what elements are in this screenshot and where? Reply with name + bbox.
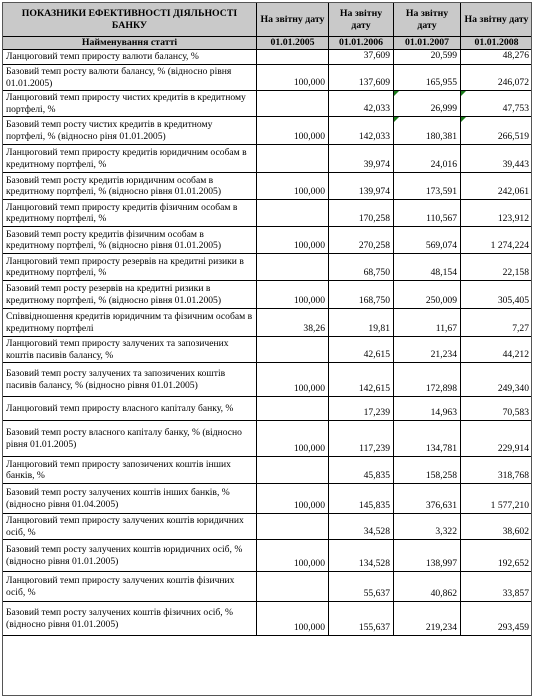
value-cell-4: 1 577,210 [461, 484, 533, 514]
value-cell-4: 266,519 [461, 117, 533, 145]
value-cell-4: 22,158 [461, 254, 533, 281]
table-row [3, 50, 533, 65]
value-cell-3: 48,154 [394, 254, 461, 281]
table-row [3, 421, 533, 457]
value-cell-1: 100,000 [257, 281, 329, 309]
value-cell-1 [257, 572, 329, 602]
value-cell-2: 145,835 [329, 484, 394, 514]
row-label: Базовий темп росту власного капіталу банку, % (відносно рівня 01.01.2005) [3, 421, 257, 457]
value-cell-4: 70,583 [461, 397, 533, 421]
table-title: ПОКАЗНИКИ ЕФЕКТИВНОСТІ ДІЯЛЬНОСТІ БАНКУ [3, 3, 257, 37]
value-cell-2: 34,528 [329, 514, 394, 540]
value-cell-2: 68,750 [329, 254, 394, 281]
value-cell-1 [257, 254, 329, 281]
row-label: Базовий темп росту залучених коштів юридичних осіб, % (відносно рівня 01.01.2005) [3, 540, 257, 572]
value-cell-3: 24,016 [394, 145, 461, 173]
value-cell-2: 17,239 [329, 397, 394, 421]
value-cell-2: 42,615 [329, 337, 394, 363]
value-cell-1: 100,000 [257, 363, 329, 397]
table-row [3, 540, 533, 572]
value-cell-3: 569,074 [394, 227, 461, 254]
value-cell-2: 137,609 [329, 65, 394, 91]
value-cell-1: 100,000 [257, 540, 329, 572]
row-label: Базовий темп росту кредитів юридичним особам в кредитному портфелі, % (відносно рівня 01.01.2005) [3, 173, 257, 200]
value-cell-3: 376,631 [394, 484, 461, 514]
row-label: Ланцюговий темп приросту резервів на кредитні ризики в кредитному портфелі, % [3, 254, 257, 281]
row-label: Ланцюговий темп приросту чистих кредитів в кредитному портфелі, % [3, 91, 257, 117]
name-column-header: Найменування статті [3, 37, 257, 50]
table-row [3, 572, 533, 602]
value-cell-1: 100,000 [257, 65, 329, 91]
value-cell-3: 26,999 [394, 91, 461, 117]
row-label: Ланцюговий темп приросту власного капіталу банку, % [3, 397, 257, 421]
value-cell-1: 100,000 [257, 484, 329, 514]
value-cell-2: 155,637 [329, 602, 394, 636]
value-cell-4: 249,340 [461, 363, 533, 397]
value-cell-4: 47,753 [461, 91, 533, 117]
value-cell-2: 139,974 [329, 173, 394, 200]
value-cell-4: 192,652 [461, 540, 533, 572]
row-label: Базовий темп росту залучених та запозичених коштів пасивів балансу, % (відносно рівня 01.01.2005) [3, 363, 257, 397]
value-cell-4: 293,459 [461, 602, 533, 636]
value-cell-2: 117,239 [329, 421, 394, 457]
value-cell-4: 318,768 [461, 457, 533, 484]
table-row [3, 484, 533, 514]
value-cell-3: 40,862 [394, 572, 461, 602]
date-header-3: 01.01.2007 [394, 37, 461, 50]
col-header-3: На звітну дату [394, 3, 461, 37]
value-cell-4: 33,857 [461, 572, 533, 602]
value-cell-1: 100,000 [257, 117, 329, 145]
value-cell-1 [257, 50, 329, 65]
value-cell-3: 180,381 [394, 117, 461, 145]
table-row [3, 91, 533, 117]
value-cell-3: 158,258 [394, 457, 461, 484]
date-header-1: 01.01.2005 [257, 37, 329, 50]
row-label: Базовий темп росту валюти балансу, % (відносно рівня 01.01.2005) [3, 65, 257, 91]
table-row [3, 145, 533, 173]
row-label: Ланцюговий темп приросту кредитів юридичним особам в кредитному портфелі, % [3, 145, 257, 173]
row-label: Ланцюговий темп приросту залучених та запозичених коштів пасивів балансу, % [3, 337, 257, 363]
value-cell-4: 242,061 [461, 173, 533, 200]
value-cell-1 [257, 397, 329, 421]
table-row [3, 602, 533, 636]
value-cell-3: 165,955 [394, 65, 461, 91]
value-cell-3: 21,234 [394, 337, 461, 363]
value-cell-1: 38,26 [257, 309, 329, 337]
row-label: Ланцюговий темп приросту залучених коштів юридичних осіб, % [3, 514, 257, 540]
value-cell-1 [257, 145, 329, 173]
value-cell-3: 138,997 [394, 540, 461, 572]
value-cell-3: 219,234 [394, 602, 461, 636]
value-cell-2: 168,750 [329, 281, 394, 309]
header-row [3, 3, 533, 37]
value-cell-4: 246,072 [461, 65, 533, 91]
value-cell-3: 11,67 [394, 309, 461, 337]
value-cell-3: 250,009 [394, 281, 461, 309]
row-label: Ланцюговий темп приросту валюти балансу, % [3, 50, 257, 65]
subheader-row [3, 37, 533, 50]
table-row [3, 309, 533, 337]
table-row [3, 227, 533, 254]
efficiency-table [2, 2, 532, 636]
row-label: Ланцюговий темп приросту кредитів фізичним особам в кредитному портфелі, % [3, 200, 257, 227]
col-header-4: На звітну дату [461, 3, 533, 37]
row-label: Ланцюговий темп приросту залучених коштів фізичних осіб, % [3, 572, 257, 602]
value-cell-3: 173,591 [394, 173, 461, 200]
value-cell-2: 170,258 [329, 200, 394, 227]
value-cell-1: 100,000 [257, 173, 329, 200]
value-cell-4: 44,212 [461, 337, 533, 363]
value-cell-4: 7,27 [461, 309, 533, 337]
row-label: Базовий темп росту залучених коштів інших банків, % (відносно рівня 01.04.2005) [3, 484, 257, 514]
value-cell-2: 37,609 [329, 50, 394, 65]
date-header-4: 01.01.2008 [461, 37, 533, 50]
value-cell-3: 110,567 [394, 200, 461, 227]
table-row [3, 397, 533, 421]
col-header-2: На звітну дату [329, 3, 394, 37]
table-row [3, 281, 533, 309]
value-cell-2: 39,974 [329, 145, 394, 173]
value-cell-4: 123,912 [461, 200, 533, 227]
value-cell-4: 1 274,224 [461, 227, 533, 254]
table-row [3, 457, 533, 484]
value-cell-2: 55,637 [329, 572, 394, 602]
value-cell-1 [257, 200, 329, 227]
table-row [3, 173, 533, 200]
value-cell-2: 45,835 [329, 457, 394, 484]
date-header-2: 01.01.2006 [329, 37, 394, 50]
value-cell-3: 20,599 [394, 50, 461, 65]
value-cell-1: 100,000 [257, 421, 329, 457]
value-cell-2: 142,615 [329, 363, 394, 397]
value-cell-4: 305,405 [461, 281, 533, 309]
table-row [3, 514, 533, 540]
value-cell-1 [257, 337, 329, 363]
row-label: Базовий темп росту резервів на кредитні ризики в кредитному портфелі, % (відносно рівня 01.01.2005) [3, 281, 257, 309]
table-row [3, 363, 533, 397]
row-label: Базовий темп росту кредитів фізичним особам в кредитному портфелі, % (відносно рівня 01.01.2005) [3, 227, 257, 254]
value-cell-3: 3,322 [394, 514, 461, 540]
value-cell-2: 270,258 [329, 227, 394, 254]
value-cell-4: 229,914 [461, 421, 533, 457]
value-cell-1 [257, 514, 329, 540]
value-cell-3: 134,781 [394, 421, 461, 457]
value-cell-2: 134,528 [329, 540, 394, 572]
table-row [3, 65, 533, 91]
row-label: Базовий темп росту чистих кредитів в кредитному портфелі, % (відносно ріня 01.01.2005) [3, 117, 257, 145]
value-cell-4: 38,602 [461, 514, 533, 540]
value-cell-4: 48,276 [461, 50, 533, 65]
value-cell-3: 14,963 [394, 397, 461, 421]
report-sheet [2, 2, 532, 696]
table-row [3, 337, 533, 363]
row-label: Базовий темп росту залучених коштів фізичних осіб, % (відносно рівня 01.01.2005) [3, 602, 257, 636]
value-cell-4: 39,443 [461, 145, 533, 173]
row-label: Співвідношення кредитів юридичним та фізичним особам в кредитному портфелі [3, 309, 257, 337]
value-cell-1 [257, 457, 329, 484]
value-cell-2: 42,033 [329, 91, 394, 117]
value-cell-1: 100,000 [257, 602, 329, 636]
value-cell-2: 142,033 [329, 117, 394, 145]
value-cell-1 [257, 91, 329, 117]
value-cell-2: 19,81 [329, 309, 394, 337]
table-row [3, 254, 533, 281]
table-row [3, 117, 533, 145]
col-header-1: На звітну дату [257, 3, 329, 37]
value-cell-1: 100,000 [257, 227, 329, 254]
row-label: Ланцюговий темп приросту запозичених коштів інших банків, % [3, 457, 257, 484]
value-cell-3: 172,898 [394, 363, 461, 397]
table-row [3, 200, 533, 227]
